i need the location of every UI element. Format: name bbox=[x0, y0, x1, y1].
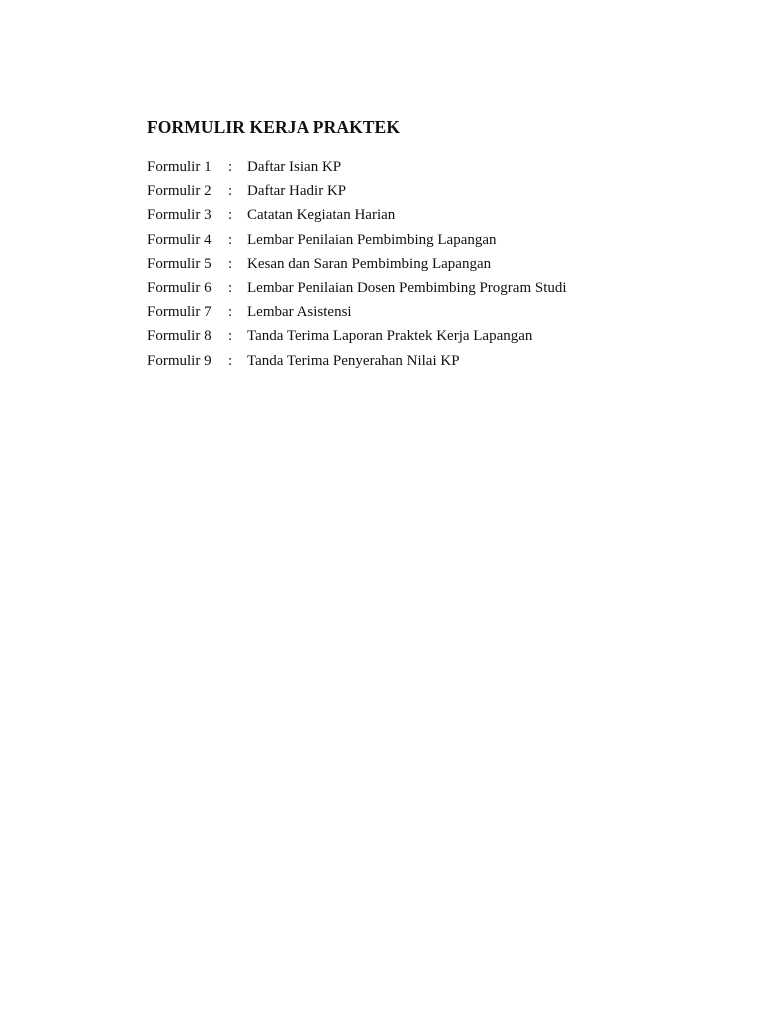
form-description: Lembar Penilaian Dosen Pembimbing Program Studi bbox=[247, 279, 567, 296]
form-separator: : bbox=[228, 183, 233, 200]
form-separator: : bbox=[228, 231, 233, 248]
form-label: Formulir 1 bbox=[147, 159, 212, 175]
form-separator: : bbox=[228, 352, 233, 369]
form-separator: : bbox=[228, 255, 233, 272]
form-description: Daftar Isian KP bbox=[247, 159, 342, 175]
document-title: FORMULIR KERJA PRAKTEK bbox=[147, 117, 401, 137]
form-separator: : bbox=[228, 328, 233, 345]
form-label: Formulir 8 bbox=[147, 328, 212, 345]
form-description: Tanda Terima Penyerahan Nilai KP bbox=[247, 352, 460, 369]
form-label: Formulir 2 bbox=[147, 183, 212, 200]
form-description: Tanda Terima Laporan Praktek Kerja Lapangan bbox=[247, 328, 533, 345]
form-label: Formulir 5 bbox=[147, 255, 212, 272]
form-label: Formulir 4 bbox=[147, 231, 212, 248]
form-description: Kesan dan Saran Pembimbing Lapangan bbox=[247, 255, 492, 272]
form-description: Catatan Kegiatan Harian bbox=[247, 207, 396, 224]
form-separator: : bbox=[228, 279, 233, 296]
form-label: Formulir 9 bbox=[147, 352, 212, 369]
form-separator: : bbox=[228, 304, 233, 321]
form-description: Lembar Penilaian Pembimbing Lapangan bbox=[247, 231, 497, 248]
form-description: Daftar Hadir KP bbox=[247, 183, 347, 200]
form-label: Formulir 7 bbox=[147, 304, 212, 321]
form-label: Formulir 3 bbox=[147, 207, 212, 224]
form-label: Formulir 6 bbox=[147, 279, 212, 296]
form-separator: : bbox=[228, 207, 233, 224]
form-separator: : bbox=[228, 159, 233, 175]
form-description: Lembar Asistensi bbox=[247, 304, 352, 321]
